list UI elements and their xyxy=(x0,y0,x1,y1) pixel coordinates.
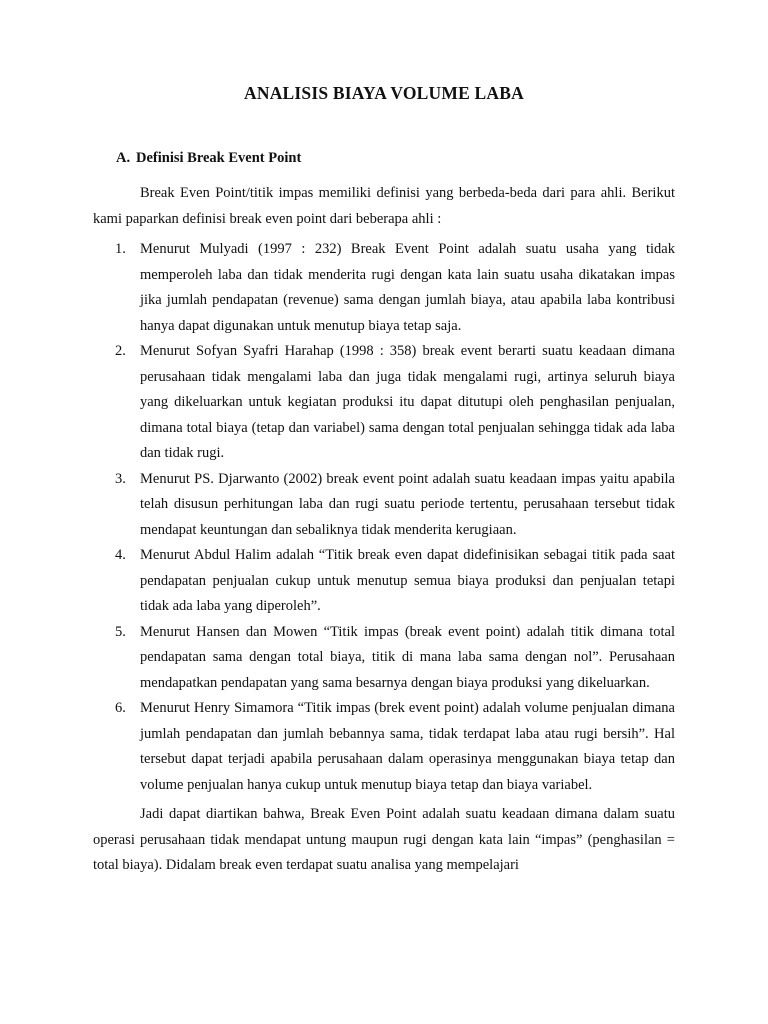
list-item xyxy=(93,696,675,798)
list-item-number: 5. xyxy=(115,623,126,640)
list-item-number: 4. xyxy=(115,547,126,563)
list-item-text: Menurut PS. Djarwanto (2002) break event point adalah suatu keadaan impas yaitu apabila telah disusun perhitungan laba dan rugi suatu periode tertentu, perusahaan tersebut tidak mendapat keuntungan dan sebaliknya tidak menderita kerugiaan. xyxy=(140,470,675,538)
list-item xyxy=(93,339,675,467)
list-item xyxy=(93,237,675,339)
definition-list xyxy=(93,237,675,798)
section-heading xyxy=(93,149,675,167)
list-item-text: Menurut Abdul Halim adalah “Titik break even dapat didefinisikan sebagai titik pada saat pendapatan penjualan cukup untuk menutup semua biaya produksi dan penjualan tetapi tidak ada laba yang diperoleh”. xyxy=(140,547,675,614)
list-item xyxy=(93,543,675,620)
list-item-text: Menurut Mulyadi (1997 : 232) Break Event Point adalah suatu usaha yang tidak memperoleh laba dan tidak menderita rugi dengan kata lain suatu usaha dikatakan impas jika jumlah pendapatan (revenue) sama dengan jumlah biaya, atau apabila laba kontribusi hanya dapat digunakan untuk menutup biaya tetap saja. xyxy=(140,241,675,334)
list-item-text: Menurut Henry Simamora “Titik impas (brek event point) adalah volume penjualan dimana jumlah pendapatan dan jumlah bebannya sama, tidak terdapat laba atau rugi bersih”. Hal tersebut dapat terjadi apabila perusahaan dalam operasinya menggunakan biaya tetap dan volume penjualan hanya cukup untuk menutup biaya tetap dan biaya variabel. xyxy=(140,700,675,793)
document-title: ANALISIS BIAYA VOLUME LABA xyxy=(244,83,524,103)
intro-paragraph: Break Even Point/titik impas memiliki definisi yang berbeda-beda dari para ahli. Berikut kami paparkan definisi break even point dari beberapa ahli : xyxy=(93,185,675,227)
section-letter: A. xyxy=(116,150,131,166)
section-title: Definisi Break Event Point xyxy=(136,150,302,166)
list-item-text: Menurut Sofyan Syafri Harahap (1998 : 358) break event berarti suatu keadaan dimana perusahaan tidak mengalami laba dan juga tidak mengalami rugi, artinya seluruh biaya yang dikeluarkan untuk kegiatan produksi itu dapat ditutupi oleh penghasilan penjualan, dimana total biaya (tetap dan variabel) sama dengan total penjualan sehingga tidak ada laba dan tidak rugi. xyxy=(140,343,675,461)
list-item-number: 1. xyxy=(115,241,126,257)
list-item-text: Menurut Hansen dan Mowen “Titik impas (break event point) adalah titik dimana total pendapatan sama dengan total biaya, titik di mana laba sama dengan nol”. Perusahaan mendapatkan pendapatan yang sama besarnya dengan biaya produksi yang dikeluarkan. xyxy=(140,623,675,691)
list-item xyxy=(93,467,675,544)
list-item-number: 3. xyxy=(115,470,126,487)
list-item xyxy=(93,620,675,697)
list-item-number: 2. xyxy=(115,343,126,359)
list-item-number: 6. xyxy=(115,700,126,716)
conclusion-paragraph: Jadi dapat diartikan bahwa, Break Even Point adalah suatu keadaan dimana dalam suatu operasi perusahaan tidak mendapat untung maupun rugi dengan kata lain “impas” (penghasilan = total biaya). Didalam break even terdapat suatu analisa yang mempelajari xyxy=(93,806,675,873)
